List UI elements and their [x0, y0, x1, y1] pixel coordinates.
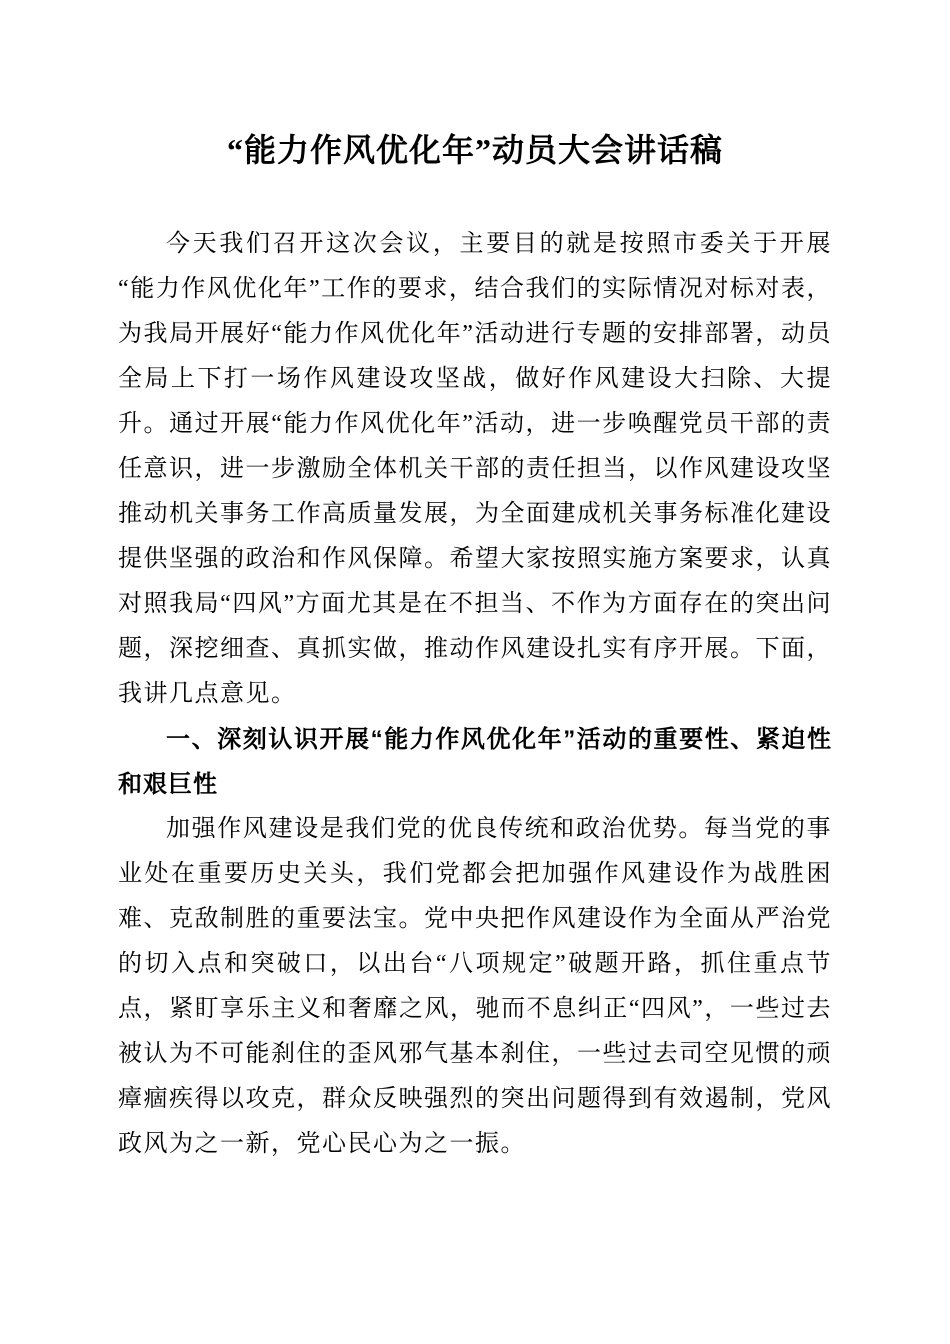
section-heading-1: 一、深刻认识开展“能力作风优化年”活动的重要性、紧迫性和艰巨性	[118, 725, 832, 798]
paragraph-intro: 今天我们召开这次会议，主要目的就是按照市委关于开展“能力作风优化年”工作的要求，结合我们的实际情况对标对表，为我局开展好“能力作风优化年”活动进行专题的安排部署，动员全局上下打一场作风建设攻坚战，做好作风建设大扫除、大提升。通过开展“能力作风优化年”活动，进一步唤醒党员干部的责任意识，进一步激励全体机关干部的责任担当，以作风建设攻坚推动机关事务工作高质量发展，为全面建成机关事务标准化建设提供坚强的政治和作风保障。希望大家按照实施方案要求，认真对照我局“四风”方面尤其是在不担当、不作为方面存在的突出问题，深挖细查、真抓实做，推动作风建设扎实有序开展。下面，我讲几点意见。	[118, 230, 832, 707]
document-title: “能力作风优化年”动员大会讲话稿	[226, 132, 723, 168]
paragraph-section-1-body: 加强作风建设是我们党的优良传统和政治优势。每当党的事业处在重要历史关头，我们党都会把加强作风建设作为战胜困难、克敌制胜的重要法宝。党中央把作风建设作为全面从严治党的切入点和突破口，以出台“八项规定”破题开路，抓住重点节点，紧盯享乐主义和奢靡之风，驰而不息纠正“四风”，一些过去被认为不可能刹住的歪风邪气基本刹住，一些过去司空见惯的顽瘴痼疾得以攻克，群众反映强烈的突出问题得到有效遏制，党风政风为之一新，党心民心为之一振。	[118, 815, 832, 1157]
